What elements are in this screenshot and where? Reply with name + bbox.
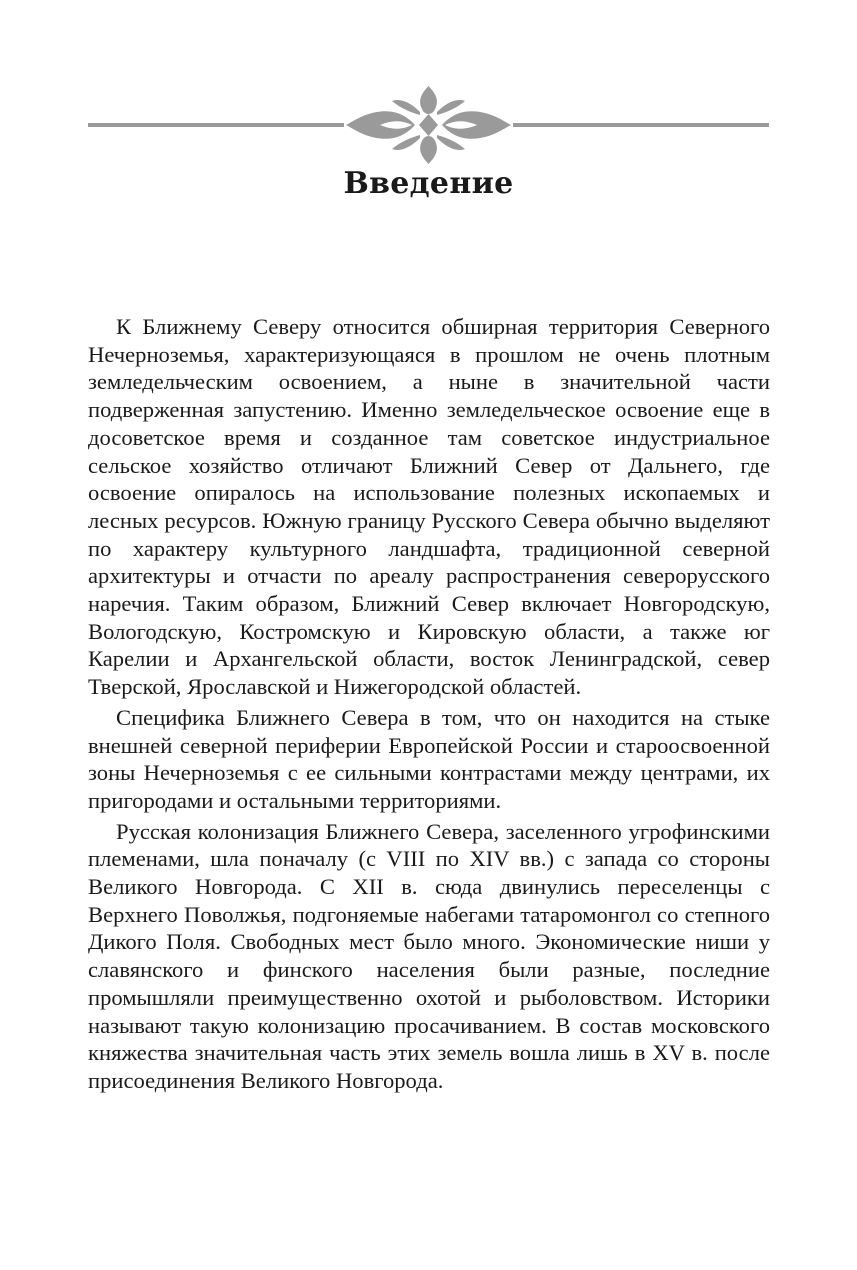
paragraph: Русская колонизация Ближнего Севера, заселенного угрофинскими племенами, шла поначалу (с VIII по XIV вв.) с запада со стороны Великого Новгорода. С XII в. сюда двинулись переселенцы с Верхнего Поволжья, подгоняемые набегами татаромонгол со степного Дикого Поля. Свободных мест было много. Экономические ниши у славянского и финского населения были разные, последние промышляли преимущественно охотой и рыболовством. Историки называют такую колонизацию просачиванием. В состав московского княжества значительная часть этих земель вошла лишь в XV в. после присоединения Великого Новгорода. (88, 818, 770, 1093)
ornament-rule-right (513, 123, 769, 127)
chapter-title: Введение (343, 166, 514, 201)
paragraph: Специфика Ближнего Севера в том, что он находится на стыке внешней северной периферии Европейской России и староосвоенной зоны Нечерноземья с ее сильными контрастами между центрами, их пригородами и остальными территориями. (88, 704, 770, 813)
header-ornament (0, 84, 857, 174)
ornament-rule-left (88, 123, 344, 127)
body-text (88, 313, 770, 1098)
paragraph: К Ближнему Северу относится обширная территория Северного Нечерноземья, характеризующаяся в прошлом не очень плотным земледельческим освоением, а ныне в значительной части подверженная запустению. Именно земледельческое освоение еще в досоветское время и созданное там советское индустриальное сельское хозяйство отличают Ближний Север от Дальнего, где освоение опиралось на использование полезных ископаемых и лесных ресурсов. Южную границу Русского Севера обычно выделяют по характеру культурного ландшафта, традиционной северной архитектуры и отчасти по ареалу распространения северорусского наречия. Таким образом, Ближний Север включает Новгородскую, Вологодскую, Костромскую и Кировскую области, а также юг Карелии и Архангельской области, восток Ленинградской, север Тверской, Ярославской и Нижегородской областей. (88, 314, 770, 700)
floral-ornament-icon (346, 86, 511, 164)
